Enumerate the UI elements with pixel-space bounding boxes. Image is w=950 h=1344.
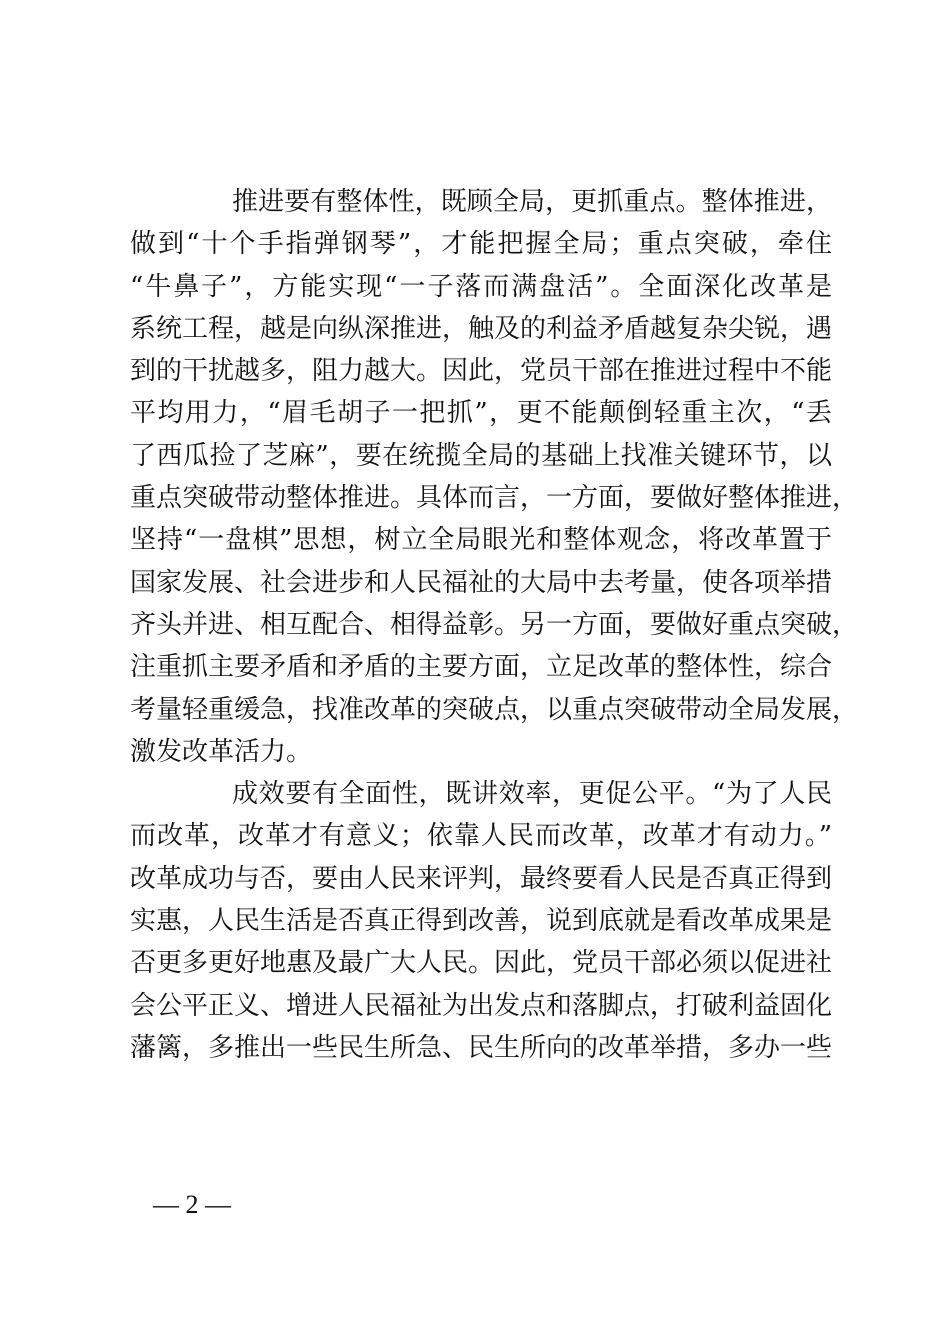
text-line: 考量轻重缓急，找准改革的突破点，以重点突破带动全局发展，	[130, 694, 859, 725]
text-line: 系统工程，越是向纵深推进，触及的利益矛盾越复杂尖锐，遇	[130, 313, 833, 344]
text-line: 国家发展、社会进步和人民福祉的大局中去考量，使各项举措	[130, 567, 833, 598]
text-line: 实惠，人民生活是否真正得到改善，说到底就是看改革成果是	[130, 906, 833, 937]
text-line: 推进要有整体性，既顾全局，更抓重点。整体推进，	[232, 187, 832, 217]
text-line: 会公平正义、增进人民福祉为出发点和落脚点，打破利益固化	[130, 990, 833, 1021]
text-line: 平均用力，“眉毛胡子一把抓”，更不能颠倒轻重主次，“丢	[130, 398, 832, 429]
paragraph-2	[130, 773, 832, 1069]
text-line: 而改革，改革才有意义；依靠人民而改革，改革才有动力。”	[130, 821, 832, 852]
paragraph-1	[130, 181, 859, 773]
text-line: 藩篱，多推出一些民生所急、民生所向的改革举措，多办一些	[130, 1032, 833, 1063]
page-number: — 2 —	[153, 1190, 231, 1219]
text-line: 改革成功与否，要由人民来评判，最终要看人民是否真正得到	[130, 863, 833, 894]
text-line: 做到“十个手指弹钢琴”，才能把握全局；重点突破，牵住	[130, 229, 832, 260]
text-line: 重点突破带动整体推进。具体而言，一方面，要做好整体推进，	[130, 483, 859, 514]
text-line: 了西瓜捡了芝麻”，要在统揽全局的基础上找准关键环节，以	[130, 440, 832, 471]
text-line: 否更多更好地惠及最广大人民。因此，党员干部必须以促进社	[130, 948, 833, 979]
body-text	[130, 181, 859, 1069]
text-line: 成效要有全面性，既讲效率，更促公平。“为了人民	[232, 779, 832, 810]
text-line: 齐头并进、相互配合、相得益彰。另一方面，要做好重点突破，	[130, 609, 859, 640]
text-line: “牛鼻子”，方能实现“一子落而满盘活”。全面深化改革是	[130, 271, 832, 302]
text-line: 注重抓主要矛盾和矛盾的主要方面，立足改革的整体性，综合	[130, 652, 833, 683]
text-line: 坚持“一盘棋”思想，树立全局眼光和整体观念，将改革置于	[130, 525, 832, 556]
text-line: 到的干扰越多，阻力越大。因此，党员干部在推进过程中不能	[130, 356, 833, 387]
text-line: 激发改革活力。	[130, 736, 313, 767]
